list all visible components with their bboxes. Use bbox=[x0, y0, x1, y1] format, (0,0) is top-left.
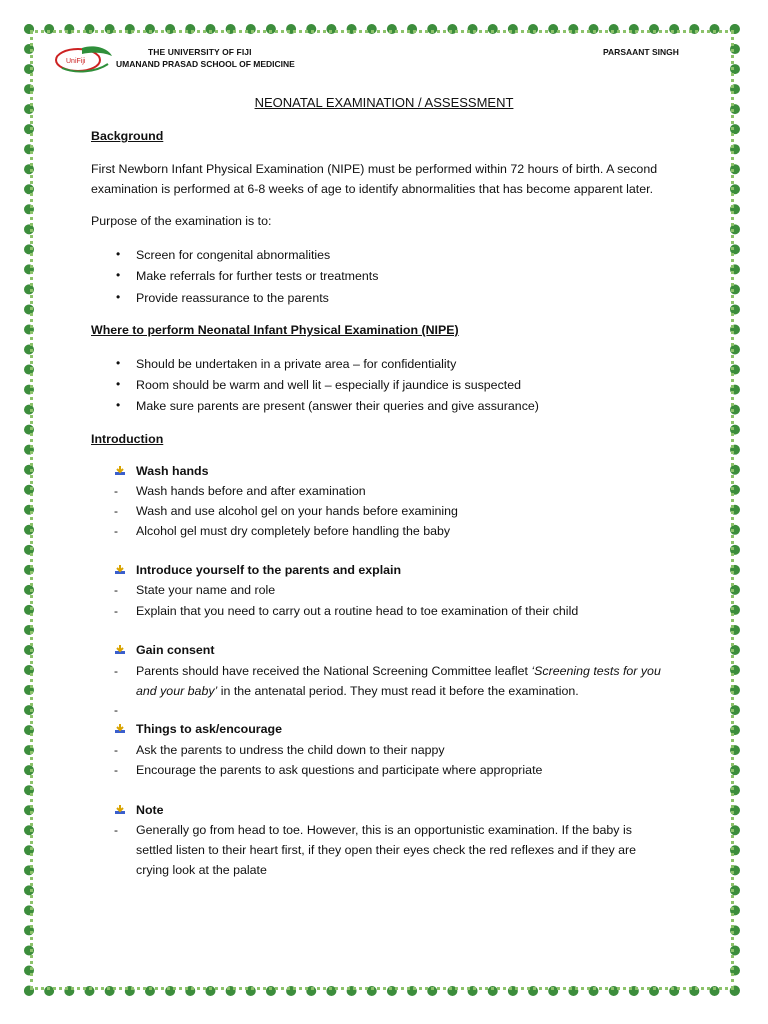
wash-hands-title: Wash hands bbox=[136, 464, 209, 478]
note-line-1: Generally go from head to toe. However, this is an opportunistic examination. If the baby is bbox=[136, 823, 632, 837]
bullet-symbol: • bbox=[116, 398, 121, 412]
bullet-symbol: • bbox=[116, 290, 121, 304]
ask-item-1: Ask the parents to undress the child down to their nappy bbox=[136, 743, 445, 757]
bullet-symbol: • bbox=[116, 268, 121, 282]
consent-line-1: Parents should have received the National Screening Committee leaflet ‘Screening tests for you bbox=[136, 664, 661, 678]
arrow-bullet-icon bbox=[114, 564, 126, 576]
arrow-bullet-icon bbox=[114, 644, 126, 656]
university-name: THE UNIVERSITY OF FIJI bbox=[148, 47, 252, 57]
where-bullet-2: Room should be warm and well lit – especially if jaundice is suspected bbox=[136, 378, 521, 392]
bullet-symbol: • bbox=[116, 377, 121, 391]
bullet-symbol: • bbox=[116, 356, 121, 370]
university-logo bbox=[52, 44, 114, 74]
purpose-bullet-3: Provide reassurance to the parents bbox=[136, 291, 329, 305]
where-bullet-3: Make sure parents are present (answer their queries and give assurance) bbox=[136, 399, 539, 413]
arrow-bullet-icon bbox=[114, 804, 126, 816]
wash-item-1: Wash hands before and after examination bbox=[136, 484, 366, 498]
dash-symbol: - bbox=[114, 743, 118, 757]
dash-symbol: - bbox=[114, 763, 118, 777]
ask-title: Things to ask/encourage bbox=[136, 722, 282, 736]
dash-symbol: - bbox=[114, 664, 118, 678]
arrow-bullet-icon bbox=[114, 465, 126, 477]
introduction-heading: Introduction bbox=[91, 432, 164, 446]
purpose-bullet-1: Screen for congenital abnormalities bbox=[136, 248, 331, 262]
background-heading: Background bbox=[91, 129, 164, 143]
introduce-item-2: Explain that you need to carry out a routine head to toe examination of their child bbox=[136, 604, 579, 618]
school-name: UMANAND PRASAD SCHOOL OF MEDICINE bbox=[116, 59, 295, 69]
introduce-item-1: State your name and role bbox=[136, 583, 276, 597]
note-line-2: settled listen to their heart first, if they open their eyes check the red reflexes and if they are bbox=[136, 843, 637, 857]
dash-symbol: - bbox=[114, 604, 118, 618]
purpose-bullet-2: Make referrals for further tests or treatments bbox=[136, 269, 379, 283]
page-title: NEONATAL EXAMINATION / ASSESSMENT bbox=[254, 95, 514, 110]
dash-symbol: - bbox=[114, 583, 118, 597]
dash-symbol: - bbox=[114, 524, 118, 538]
ask-item-2: Encourage the parents to ask questions and participate where appropriate bbox=[136, 763, 543, 777]
dash-symbol: - bbox=[114, 484, 118, 498]
dash-symbol: - bbox=[114, 504, 118, 518]
arrow-bullet-icon bbox=[114, 723, 126, 735]
dash-symbol: - bbox=[114, 823, 118, 837]
note-title: Note bbox=[136, 803, 164, 817]
bullet-symbol: • bbox=[116, 247, 121, 261]
dash-symbol: - bbox=[114, 703, 118, 717]
wash-item-3: Alcohol gel must dry completely before handling the baby bbox=[136, 524, 451, 538]
note-line-3: crying look at the palate bbox=[136, 863, 267, 877]
purpose-text: Purpose of the examination is to: bbox=[91, 214, 272, 228]
svg-text:UniFiji: UniFiji bbox=[66, 58, 86, 65]
background-paragraph-line-2: examination is performed at 6-8 weeks of age to identify abnormalities that has become apparent later. bbox=[91, 182, 654, 196]
wash-item-2: Wash and use alcohol gel on your hands before examining bbox=[136, 504, 458, 518]
where-bullet-1: Should be undertaken in a private area – for confidentiality bbox=[136, 357, 457, 371]
introduce-title: Introduce yourself to the parents and explain bbox=[136, 563, 402, 577]
consent-title: Gain consent bbox=[136, 643, 215, 657]
background-paragraph-line-1: First Newborn Infant Physical Examination (NIPE) must be performed within 72 hours of birth. A second bbox=[91, 162, 658, 176]
consent-line-2: and your baby’ in the antenatal period. They must read it before the examination. bbox=[136, 684, 579, 698]
author-name: PARSAANT SINGH bbox=[603, 47, 679, 57]
where-heading: Where to perform Neonatal Infant Physical Examination (NIPE) bbox=[91, 323, 459, 337]
